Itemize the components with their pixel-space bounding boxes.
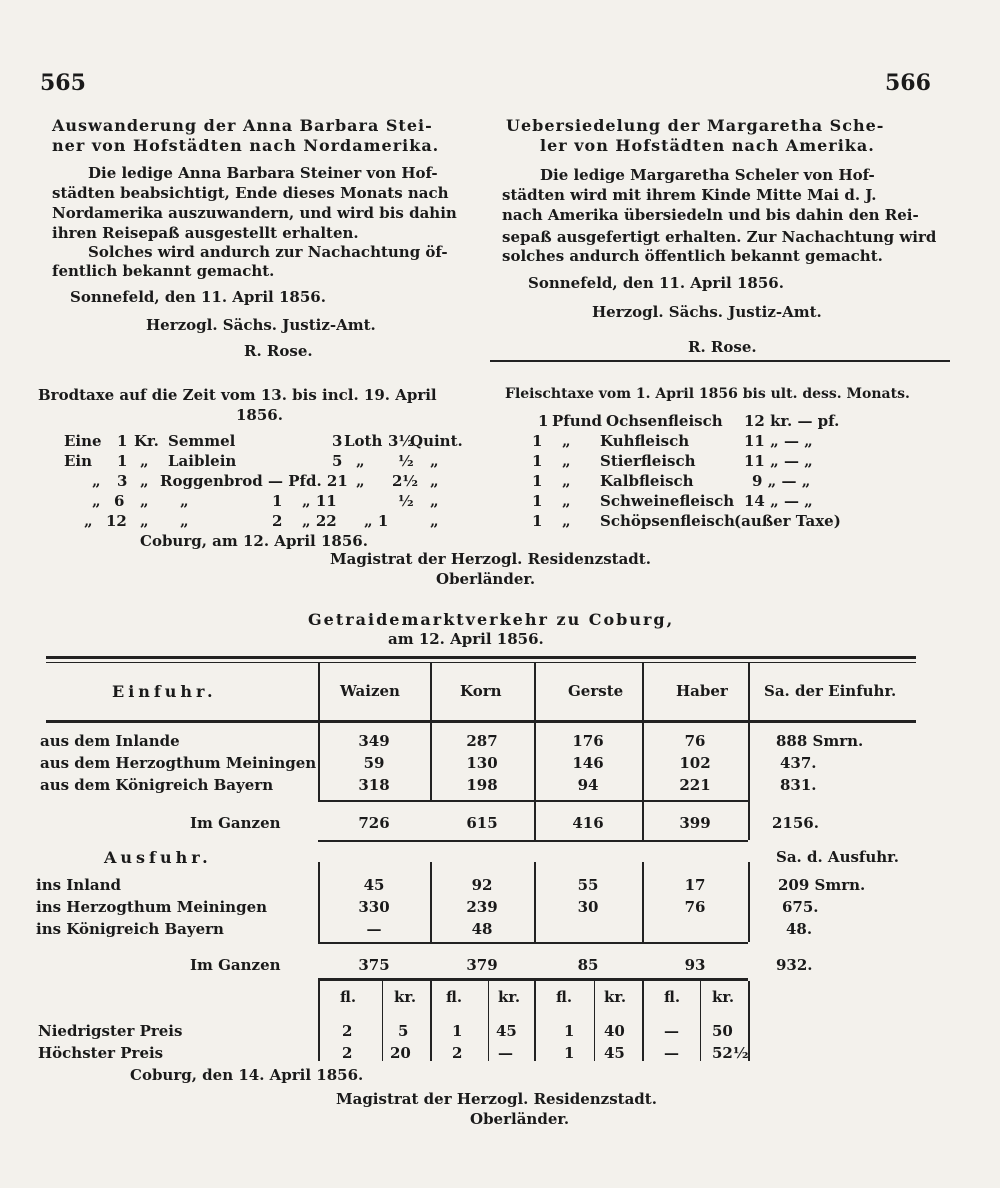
fleischtaxe-cell: Kuhfleisch — [600, 432, 690, 450]
brodtaxe-cell: „ — [180, 492, 189, 510]
cell-korn: 239 — [466, 898, 498, 916]
cell-sum: 831. — [780, 776, 817, 794]
right-notice-line-2: städten wird mit ihrem Kinde Mitte Mai d. J. — [502, 186, 877, 204]
cell-gerste: 55 — [577, 876, 599, 894]
brodtaxe-cell: „ — [180, 512, 189, 530]
table-rule-subtotal-bottom — [318, 840, 748, 842]
currency-fl: fl. — [340, 988, 357, 1006]
fleischtaxe-cell: Ochsenfleisch — [606, 412, 723, 430]
row-label: aus dem Herzogthum Meiningen — [40, 754, 317, 772]
brodtaxe-cell: „ — [430, 492, 439, 510]
row-label: ins Inland — [36, 876, 122, 894]
table-col-rule — [748, 862, 750, 942]
fleischtaxe-cell: Schöpsenfleisch — [600, 512, 735, 530]
fleischtaxe-cell: 14 „ — „ — [744, 492, 813, 510]
table-col-rule — [382, 981, 383, 1061]
right-notice-place-date: Sonnefeld, den 11. April 1856. — [528, 274, 784, 292]
brodtaxe-place-date: Coburg, am 12. April 1856. — [140, 532, 368, 550]
getraide-title: Getraidemarktverkehr zu Coburg, — [308, 610, 675, 629]
cell-waizen: 726 — [358, 814, 390, 832]
cell-waizen: 349 — [358, 732, 390, 750]
currency-fl: fl. — [446, 988, 463, 1006]
cell-sum: 932. — [776, 956, 813, 974]
cell-sum: 209 Smrn. — [778, 876, 866, 894]
table-col-rule — [700, 981, 701, 1061]
cell-waizen-fl: 2 — [342, 1044, 353, 1062]
right-notice-title-1: Uebersiedelung der Margaretha Sche- — [506, 116, 885, 135]
fleischtaxe-cell: Schweinefleisch — [600, 492, 735, 510]
brodtaxe-cell: „ — [140, 512, 149, 530]
cell-gerste: 146 — [572, 754, 604, 772]
left-notice-signature: R. Rose. — [244, 342, 313, 360]
cell-korn: 287 — [466, 732, 498, 750]
page-number-left: 565 — [40, 70, 86, 96]
row-label: Im Ganzen — [190, 956, 281, 974]
brodtaxe-cell: Eine — [64, 432, 102, 450]
brodtaxe-cell: 1 — [117, 432, 128, 450]
table-rule-top — [46, 656, 916, 659]
right-notice-title-2: ler von Hofstädten nach Amerika. — [540, 136, 875, 155]
brodtaxe-cell: 12 — [106, 512, 127, 530]
brodtaxe-cell: 5 — [332, 452, 343, 470]
fleischtaxe-cell: 1 — [532, 512, 543, 530]
getraide-place-date: Coburg, den 14. April 1856. — [130, 1066, 364, 1084]
brodtaxe-cell: ½ — [398, 492, 414, 510]
cell-haber: 102 — [679, 754, 711, 772]
brodtaxe-cell: Loth — [344, 432, 383, 450]
cell-haber-fl: — — [664, 1044, 679, 1062]
brodtaxe-cell: Semmel — [168, 432, 236, 450]
fleischtaxe-cell: „ — [562, 512, 571, 530]
currency-kr: kr. — [394, 988, 417, 1006]
header-gerste: Gerste — [568, 682, 624, 700]
brodtaxe-title-1: Brodtaxe auf die Zeit vom 13. bis incl. 19. April — [38, 386, 437, 404]
fleischtaxe-cell: „ — [562, 432, 571, 450]
right-notice-signature: R. Rose. — [688, 338, 757, 356]
getraide-date: am 12. April 1856. — [388, 630, 544, 648]
cell-haber: 76 — [684, 732, 706, 750]
header-einfuhr: Einfuhr. — [112, 682, 217, 701]
left-notice-title-1: Auswanderung der Anna Barbara Stei- — [52, 116, 433, 135]
right-notice-line-5: solches andurch öffentlich bekannt gemacht. — [502, 247, 883, 265]
left-notice-line-4: ihren Reisepaß ausgestellt erhalten. — [52, 224, 359, 242]
row-label: Im Ganzen — [190, 814, 281, 832]
right-notice-line-1: Die ledige Margaretha Scheler von Hof- — [540, 166, 875, 184]
brodtaxe-cell: „ — [92, 472, 101, 490]
table-col-rule — [488, 981, 489, 1061]
left-notice-line-5: Solches wird andurch zur Nachachtung öf- — [88, 243, 448, 261]
cell-korn-kr: 45 — [496, 1022, 517, 1040]
brodtaxe-cell: „ — [430, 452, 439, 470]
right-notice-line-3: nach Amerika übersiedeln und bis dahin den Rei- — [502, 206, 919, 224]
currency-kr: kr. — [498, 988, 521, 1006]
fleischtaxe-cell: „ — [562, 492, 571, 510]
table-rule-header-bottom — [46, 720, 916, 723]
cell-korn: 48 — [471, 920, 493, 938]
currency-kr: kr. — [712, 988, 735, 1006]
cell-waizen: 45 — [363, 876, 385, 894]
brodtaxe-cell: Quint. — [410, 432, 463, 450]
brodtaxe-cell: „ 22 — [302, 512, 337, 530]
cell-waizen-fl: 2 — [342, 1022, 353, 1040]
row-label: aus dem Königreich Bayern — [40, 776, 274, 794]
cell-gerste: 176 — [572, 732, 604, 750]
fleischtaxe-cell: Kalbfleisch — [600, 472, 694, 490]
left-notice-line-1: Die ledige Anna Barbara Steiner von Hof- — [88, 164, 438, 182]
brodtaxe-cell: Roggenbrod — Pfd. 21 — [160, 472, 348, 490]
ausfuhr-sum-header: Sa. d. Ausfuhr. — [776, 848, 899, 866]
brodtaxe-title-2: 1856. — [236, 406, 283, 424]
brodtaxe-cell: „ — [430, 512, 439, 530]
cell-waizen: 318 — [358, 776, 390, 794]
cell-korn-fl: 2 — [452, 1044, 463, 1062]
fleischtaxe-cell: 9 „ — „ — [752, 472, 811, 490]
cell-waizen: 59 — [363, 754, 385, 772]
magistrat-1-line-2: Oberländer. — [436, 570, 536, 588]
cell-korn-kr: — — [498, 1044, 513, 1062]
brodtaxe-cell: 3 — [117, 472, 128, 490]
cell-korn: 92 — [471, 876, 493, 894]
brodtaxe-cell: „ — [356, 472, 365, 490]
cell-sum: 48. — [786, 920, 813, 938]
cell-korn-fl: 1 — [452, 1022, 463, 1040]
row-label: Höchster Preis — [38, 1044, 164, 1062]
cell-korn: 379 — [466, 956, 498, 974]
header-waizen: Waizen — [340, 682, 400, 700]
brodtaxe-cell: „ — [84, 512, 93, 530]
currency-fl: fl. — [556, 988, 573, 1006]
cell-gerste: 30 — [577, 898, 599, 916]
table-col-rule — [318, 981, 320, 1061]
cell-waizen: — — [366, 920, 382, 938]
magistrat-2-line-1: Magistrat der Herzogl. Residenzstadt. — [336, 1090, 657, 1108]
row-label: ins Herzogthum Meiningen — [36, 898, 268, 916]
table-col-rule — [748, 662, 750, 840]
cell-korn: 198 — [466, 776, 498, 794]
cell-gerste-fl: 1 — [564, 1022, 575, 1040]
brodtaxe-cell: „ — [430, 472, 439, 490]
brodtaxe-cell: Kr. — [134, 432, 159, 450]
row-label: Niedrigster Preis — [38, 1022, 183, 1040]
fleischtaxe-cell: 12 kr. — pf. — [744, 412, 840, 430]
header-korn: Korn — [460, 682, 502, 700]
brodtaxe-cell: 6 — [114, 492, 125, 510]
fleischtaxe-cell: 11 „ — „ — [744, 452, 813, 470]
cell-sum: 437. — [780, 754, 817, 772]
fleischtaxe-title: Fleischtaxe vom 1. April 1856 bis ult. dess. Monats. — [505, 386, 910, 402]
fleischtaxe-cell: „ — [562, 452, 571, 470]
brodtaxe-cell: „ — [356, 452, 365, 470]
divider-rule — [490, 360, 950, 362]
fleischtaxe-cell: Stierfleisch — [600, 452, 696, 470]
cell-waizen: 330 — [358, 898, 390, 916]
cell-gerste: 85 — [577, 956, 599, 974]
brodtaxe-cell: „ 1 — [364, 512, 389, 530]
header-summe: Sa. der Einfuhr. — [764, 682, 897, 700]
right-notice-office: Herzogl. Sächs. Justiz-Amt. — [592, 303, 822, 321]
cell-waizen-kr: 20 — [390, 1044, 411, 1062]
magistrat-1-line-1: Magistrat der Herzogl. Residenzstadt. — [330, 550, 651, 568]
table-col-rule — [534, 981, 536, 1061]
magistrat-2-line-2: Oberländer. — [470, 1110, 570, 1128]
cell-waizen: 375 — [358, 956, 390, 974]
brodtaxe-cell: „ — [140, 492, 149, 510]
brodtaxe-cell: „ — [140, 472, 149, 490]
page-number-right: 566 — [885, 70, 931, 96]
fleischtaxe-cell: 1 — [532, 432, 543, 450]
brodtaxe-cell: 3 — [332, 432, 343, 450]
cell-waizen-kr: 5 — [398, 1022, 409, 1040]
left-notice-place-date: Sonnefeld, den 11. April 1856. — [70, 288, 326, 306]
cell-haber: 93 — [684, 956, 706, 974]
cell-haber: 76 — [684, 898, 706, 916]
fleischtaxe-cell: 11 „ — „ — [744, 432, 813, 450]
row-label: ins Königreich Bayern — [36, 920, 224, 938]
left-notice-line-2: städten beabsichtigt, Ende dieses Monats nach — [52, 184, 449, 202]
brodtaxe-cell: 2½ — [392, 472, 419, 490]
currency-kr: kr. — [604, 988, 627, 1006]
brodtaxe-cell: „ — [92, 492, 101, 510]
header-haber: Haber — [676, 682, 728, 700]
currency-fl: fl. — [664, 988, 681, 1006]
brodtaxe-cell: 3½ — [388, 432, 415, 450]
table-rule-subtotal — [318, 800, 748, 802]
fleischtaxe-cell: 1 — [538, 412, 549, 430]
left-notice-line-6: fentlich bekannt gemacht. — [52, 262, 275, 280]
cell-gerste-fl: 1 — [564, 1044, 575, 1062]
cell-korn: 130 — [466, 754, 498, 772]
cell-haber: 221 — [679, 776, 711, 794]
brodtaxe-cell: ½ — [398, 452, 414, 470]
cell-haber: 399 — [679, 814, 711, 832]
cell-sum: 888 Smrn. — [776, 732, 864, 750]
table-col-rule — [430, 981, 432, 1061]
right-notice-line-4: sepaß ausgefertigt erhalten. Zur Nachachtung wird — [502, 228, 937, 246]
row-label: aus dem Inlande — [40, 732, 180, 750]
fleischtaxe-cell: Pfund — [552, 412, 603, 430]
brodtaxe-cell: Ein — [64, 452, 93, 470]
cell-haber: 17 — [684, 876, 706, 894]
table-col-rule — [642, 981, 644, 1061]
table-col-rule — [594, 981, 595, 1061]
brodtaxe-cell: 1 — [117, 452, 128, 470]
cell-gerste-kr: 45 — [604, 1044, 625, 1062]
cell-gerste: 94 — [577, 776, 599, 794]
fleischtaxe-cell: „ — [562, 472, 571, 490]
cell-gerste: 416 — [572, 814, 604, 832]
cell-haber-fl: — — [664, 1022, 679, 1040]
cell-haber-kr: 50 — [712, 1022, 733, 1040]
ausfuhr-label: Ausfuhr. — [104, 848, 212, 867]
fleischtaxe-cell: 1 — [532, 472, 543, 490]
cell-korn: 615 — [466, 814, 498, 832]
cell-haber-kr: 52½ — [712, 1044, 749, 1062]
brodtaxe-cell: Laiblein — [168, 452, 237, 470]
brodtaxe-cell: „ 11 — [302, 492, 337, 510]
table-rule-ausfuhr-total — [318, 942, 748, 944]
left-notice-office: Herzogl. Sächs. Justiz-Amt. — [146, 316, 376, 334]
cell-gerste-kr: 40 — [604, 1022, 625, 1040]
fleischtaxe-cell: 1 — [532, 452, 543, 470]
fleischtaxe-cell: (außer Taxe) — [734, 512, 841, 530]
table-rule-top-thin — [46, 662, 916, 663]
fleischtaxe-cell: 1 — [532, 492, 543, 510]
left-notice-line-3: Nordamerika auszuwandern, und wird bis dahin — [52, 204, 457, 222]
cell-sum: 2156. — [772, 814, 819, 832]
brodtaxe-cell: „ — [140, 452, 149, 470]
cell-sum: 675. — [782, 898, 819, 916]
brodtaxe-cell: 1 — [272, 492, 283, 510]
left-notice-title-2: ner von Hofstädten nach Nordamerika. — [52, 136, 440, 155]
brodtaxe-cell: 2 — [272, 512, 283, 530]
